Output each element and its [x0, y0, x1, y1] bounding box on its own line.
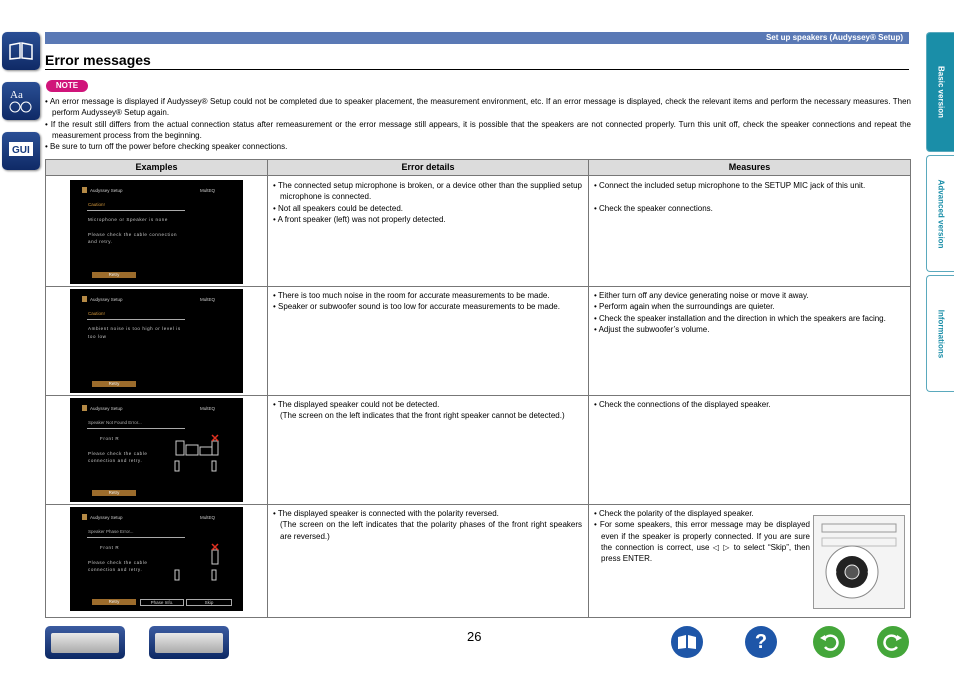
example-screen: [70, 398, 243, 502]
row-divider: [46, 286, 910, 287]
detail-item: • The displayed speaker is connected with the polarity reversed.: [273, 509, 499, 518]
note-item: • An error message is displayed if Audyssey® Setup could not be completed due to speaker placement, the measurement environment, etc. If an error message is displayed, check the relevant items and perform the necessary measures. Then perform Audyssey® Setup again.: [45, 97, 911, 118]
col-header-measures: Measures: [728, 162, 771, 172]
screen-title: Audyssey Setup: [90, 515, 123, 520]
example-screen: [70, 507, 243, 611]
screen-line: connection and retry.: [88, 567, 143, 572]
detail-item: • Not all speakers could be detected.: [273, 203, 403, 213]
column-divider: [588, 160, 589, 617]
screen-line: Microphone or Speaker is none: [88, 217, 168, 222]
row-divider: [46, 395, 910, 396]
title-divider: [45, 69, 909, 70]
screen-line: Front R: [100, 545, 120, 550]
audyssey-icon: [82, 405, 87, 411]
screen-tag: MultEQ: [200, 515, 216, 520]
speaker-layout-icon: [174, 433, 224, 473]
back-icon[interactable]: [813, 626, 845, 658]
error-details-cell: [273, 508, 582, 542]
measure-item: • Check the speaker connections.: [594, 204, 713, 214]
measure-item: • For some speakers, this error message may be displayed even if the speaker is properly connected. If you are sure the connection is correct, use ◁ ▷ to select “Skip”, then press ENTER.: [594, 520, 810, 564]
gui-icon[interactable]: [2, 132, 40, 170]
error-details-cell: [273, 399, 582, 422]
measure-item: • Adjust the subwoofer’s volume.: [594, 324, 710, 334]
note-badge: NOTE: [46, 80, 88, 92]
retry-button: Retry: [92, 272, 136, 278]
audyssey-icon: [82, 514, 87, 520]
page-number: 26: [467, 629, 482, 644]
help-icon[interactable]: ?: [745, 626, 777, 658]
skip-button: Skip: [186, 599, 232, 606]
col-header-examples: Examples: [135, 162, 178, 172]
notes-list: [45, 96, 911, 152]
screen-tag: MultEQ: [200, 188, 216, 193]
detail-item: • A front speaker (left) was not properly detected.: [273, 214, 446, 224]
note-item: • Be sure to turn off the power before checking speaker connections.: [45, 142, 288, 152]
screen-title: Audyssey Setup: [90, 297, 123, 302]
table-header: [46, 160, 910, 176]
measures-cell: [594, 290, 904, 335]
forward-icon[interactable]: [877, 626, 909, 658]
error-table: [45, 159, 911, 618]
tab-basic-version[interactable]: [926, 32, 954, 152]
contents-book-icon[interactable]: [671, 626, 703, 658]
measure-item: • Check the connections of the displayed speaker.: [594, 400, 771, 409]
screen-line: Please check the cable connection: [88, 232, 178, 237]
book-icon[interactable]: [2, 32, 40, 70]
tab-label: Advanced version: [936, 179, 946, 248]
audyssey-icon: [82, 296, 87, 302]
retry-button: Retry: [92, 490, 136, 496]
note-item: • If the result still differs from the actual connection status after remeasurement or the error message still appears, it is possible that the speakers are not connected properly. Turn this unit off, check the speaker connections and repeat the measurement process from the beginning.: [45, 119, 911, 140]
screen-underline: [87, 537, 185, 538]
tab-advanced-version[interactable]: [926, 155, 954, 272]
detail-item: • The displayed speaker could not be detected.: [273, 400, 440, 409]
screen-heading: Caution!: [88, 311, 105, 316]
screen-heading: Speaker Phase Error...: [88, 529, 134, 534]
detail-item: (The screen on the left indicates that the polarity phases of the front right speakers are reversed.): [280, 520, 582, 541]
row-divider: [46, 504, 910, 505]
tab-label: Informations: [936, 309, 946, 358]
measures-cell: [594, 508, 810, 564]
phase-info-button: Phase Info.: [140, 599, 184, 606]
detail-item: (The screen on the left indicates that the front right speaker cannot be detected.): [280, 411, 565, 421]
receiver-rear-icon[interactable]: [149, 626, 229, 659]
screen-tag: MultEQ: [200, 406, 216, 411]
screen-line: Please check the cable: [88, 451, 148, 456]
svg-text:Aa: Aa: [10, 89, 23, 101]
screen-title: Audyssey Setup: [90, 188, 123, 193]
column-divider: [267, 160, 268, 617]
tab-label: Basic version: [936, 65, 946, 119]
screen-underline: [87, 210, 185, 211]
tab-informations[interactable]: [926, 275, 954, 392]
measure-item: • Check the polarity of the displayed speaker.: [594, 509, 754, 518]
aa-face-icon[interactable]: [2, 82, 40, 120]
detail-item: • The connected setup microphone is broken, or a device other than the supplied setup microphone is connected.: [273, 181, 582, 202]
screen-underline: [87, 319, 185, 320]
detail-item: • There is too much noise in the room for accurate measurements to be made.: [273, 291, 550, 300]
screen-line: Ambient noise is too high or level is: [88, 326, 181, 331]
error-details-cell: [273, 180, 582, 225]
screen-line: Front R: [100, 436, 120, 441]
measure-item: • Connect the included setup microphone to the SETUP MIC jack of this unit.: [594, 181, 866, 190]
measure-item: • Check the speaker installation and the direction in which the speakers are facing.: [594, 313, 886, 323]
measure-item: • Either turn off any device generating noise or move it away.: [594, 291, 809, 300]
receiver-front-icon[interactable]: [45, 626, 125, 659]
example-screen: [70, 180, 243, 284]
measures-cell: [594, 399, 904, 410]
detail-item: • Speaker or subwoofer sound is too low for accurate measurements to be made.: [273, 302, 560, 312]
screen-heading: Speaker Not Found Error...: [88, 420, 142, 425]
screen-heading: Caution!: [88, 202, 105, 207]
screen-line: and retry.: [88, 239, 113, 244]
retry-button: Retry: [92, 599, 136, 605]
svg-text:GUI: GUI: [12, 145, 30, 156]
measure-item: • Perform again when the surroundings are quieter.: [594, 302, 775, 312]
section-header-bar: [45, 32, 909, 44]
measures-cell: [594, 180, 904, 215]
error-details-cell: [273, 290, 582, 313]
audyssey-icon: [82, 187, 87, 193]
screen-line: too low: [88, 334, 107, 339]
section-label: Set up speakers (Audyssey® Setup): [765, 33, 903, 42]
speaker-layout-icon: [174, 542, 224, 582]
example-screen: [70, 289, 243, 393]
remote-control-illustration: [813, 515, 905, 609]
screen-line: connection and retry.: [88, 458, 143, 463]
col-header-error-details: Error details: [401, 162, 455, 172]
retry-button: Retry: [92, 381, 136, 387]
screen-underline: [87, 428, 185, 429]
screen-title: Audyssey Setup: [90, 406, 123, 411]
page-title: Error messages: [45, 52, 151, 68]
screen-line: Please check the cable: [88, 560, 148, 565]
screen-tag: MultEQ: [200, 297, 216, 302]
